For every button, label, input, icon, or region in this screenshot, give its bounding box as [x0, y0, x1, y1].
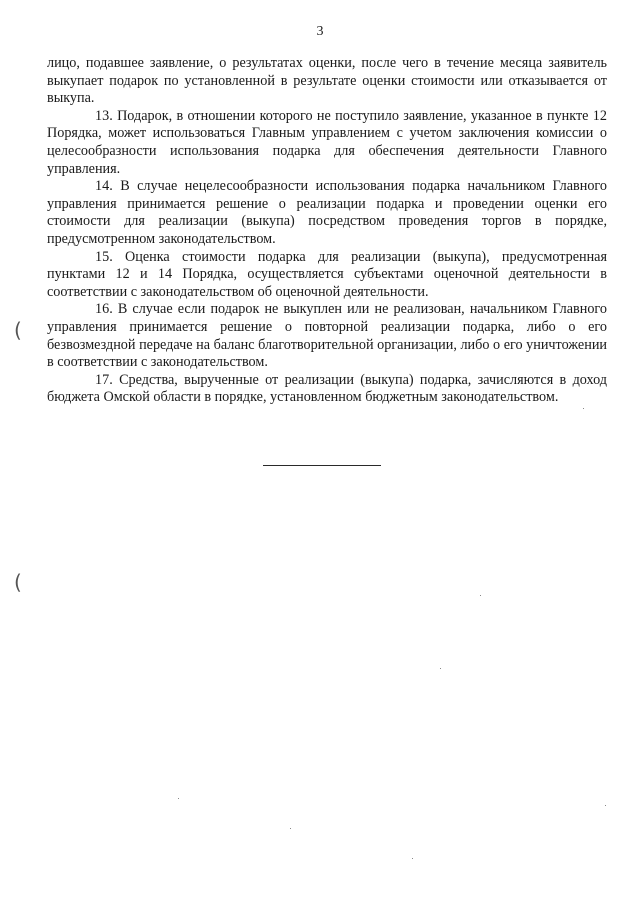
scan-speck [605, 805, 606, 806]
scan-speck [583, 408, 584, 409]
end-of-document-rule [263, 465, 381, 466]
scan-speck [480, 595, 481, 596]
page-number: 3 [316, 24, 324, 39]
paragraph-15: 15. Оценка стоимости подарка для реализации (выкупа), предусмотренная пунктами 12 и 14 Порядка, осуществляется субъектами оценочной деятельности в соответствии с законодательством об оценочной деятельности. [47, 248, 607, 300]
punch-hole-mark-icon: ( [14, 570, 22, 594]
paragraph-17: 17. Средства, вырученные от реализации (выкупа) подарка, зачисляются в доход бюджета Омской области в порядке, установленном бюджетным законодательством. [47, 371, 607, 406]
scan-speck [290, 828, 291, 829]
paragraph-continuation: лицо, подавшее заявление, о результатах оценки, после чего в течение месяца заявитель выкупает подарок по установленной в результате оценки стоимости или отказывается от выкупа. [47, 55, 607, 107]
paragraph-16: 16. В случае если подарок не выкуплен или не реализован, начальником Главного управления принимается решение о повторной реализации подарка, либо о его безвозмездной передаче на баланс благотворительной организации, либо о его уничтожении в соответствии с законодательством. [47, 301, 607, 371]
document-body [47, 55, 607, 407]
paragraph-13: 13. Подарок, в отношении которого не поступило заявление, указанное в пункте 12 Порядка, может использоваться Главным управлением с учетом заключения комиссии о целесообразности использования подарка для обеспечения деятельности Главного управления. [47, 107, 607, 177]
punch-hole-mark-icon: ( [14, 318, 22, 342]
paragraph-14: 14. В случае нецелесообразности использования подарка начальником Главного управления принимается решение о реализации подарка и проведении оценки его стоимости для реализации (выкупа) посредством проведения торгов в порядке, предусмотренном законодательством. [47, 178, 607, 247]
scan-speck [412, 858, 413, 859]
scan-speck [178, 798, 179, 799]
scan-speck [440, 668, 441, 669]
